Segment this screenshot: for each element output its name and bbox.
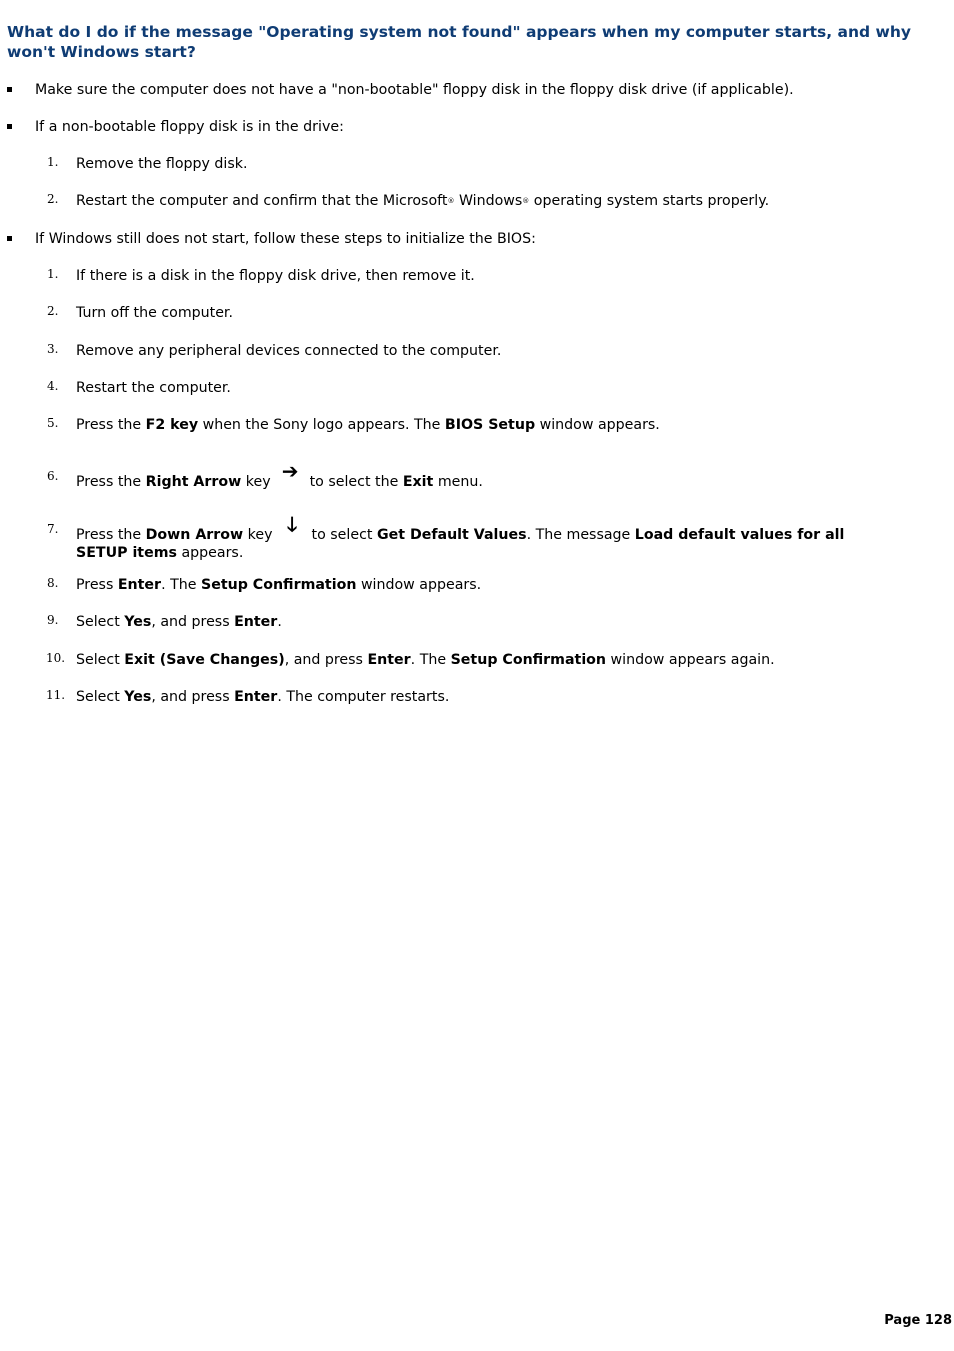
- step-text: If there is a disk in the floppy disk drive, then remove it.: [76, 268, 475, 284]
- step-text: Press the Right Arrow key ➔ to select the Exit menu.: [76, 459, 483, 490]
- step-number: 5.: [47, 416, 59, 430]
- bullet-text: If a non-bootable floppy disk is in the drive:: [35, 119, 344, 135]
- step-number: 3.: [47, 342, 59, 356]
- step-text: Press the Down Arrow key 🡓 to select Get Default Values. The message Load default values for all SETUP items appears.: [76, 512, 845, 561]
- registered-mark: ®: [522, 197, 530, 205]
- bullet-icon: [7, 124, 12, 129]
- step-text: Restart the computer.: [76, 380, 231, 396]
- step-number: 7.: [47, 522, 59, 536]
- step-number: 2.: [47, 304, 59, 318]
- page-number: Page 128: [884, 1313, 952, 1328]
- step-text: Select Exit (Save Changes), and press Enter. The Setup Confirmation window appears again.: [76, 652, 775, 668]
- step-text: Remove the floppy disk.: [76, 156, 248, 172]
- step-number: 9.: [47, 613, 59, 627]
- step-number: 10.: [46, 651, 66, 665]
- bullet-text: Make sure the computer does not have a "non-bootable" floppy disk in the floppy disk drive (if applicable).: [35, 82, 794, 98]
- down-arrow-icon: 🡓: [286, 512, 298, 536]
- registered-mark: ®: [447, 197, 455, 205]
- bullet-text: If Windows still does not start, follow these steps to initialize the BIOS:: [35, 231, 536, 247]
- page-title: What do I do if the message "Operating system not found" appears when my computer starts, and why won't Windows start?: [7, 23, 911, 61]
- step-number: 2.: [47, 192, 59, 206]
- step-number: 4.: [47, 379, 59, 393]
- step-number: 11.: [46, 688, 66, 702]
- right-arrow-icon: ➔: [281, 459, 299, 483]
- bullet-icon: [7, 87, 12, 92]
- step-number: 1.: [47, 267, 59, 281]
- step-text: Restart the computer and confirm that the Microsoft® Windows® operating system starts properly.: [76, 193, 770, 209]
- step-text: Remove any peripheral devices connected to the computer.: [76, 343, 502, 359]
- step-text: Press the F2 key when the Sony logo appears. The BIOS Setup window appears.: [76, 417, 660, 433]
- step-number: 8.: [47, 576, 59, 590]
- step-text: Select Yes, and press Enter. The computer restarts.: [76, 689, 450, 705]
- step-number: 6.: [47, 469, 59, 483]
- step-text: Turn off the computer.: [76, 305, 233, 321]
- bullet-icon: [7, 236, 12, 241]
- step-number: 1.: [47, 155, 59, 169]
- step-text: Press Enter. The Setup Confirmation window appears.: [76, 577, 482, 593]
- step-text: Select Yes, and press Enter.: [76, 614, 282, 630]
